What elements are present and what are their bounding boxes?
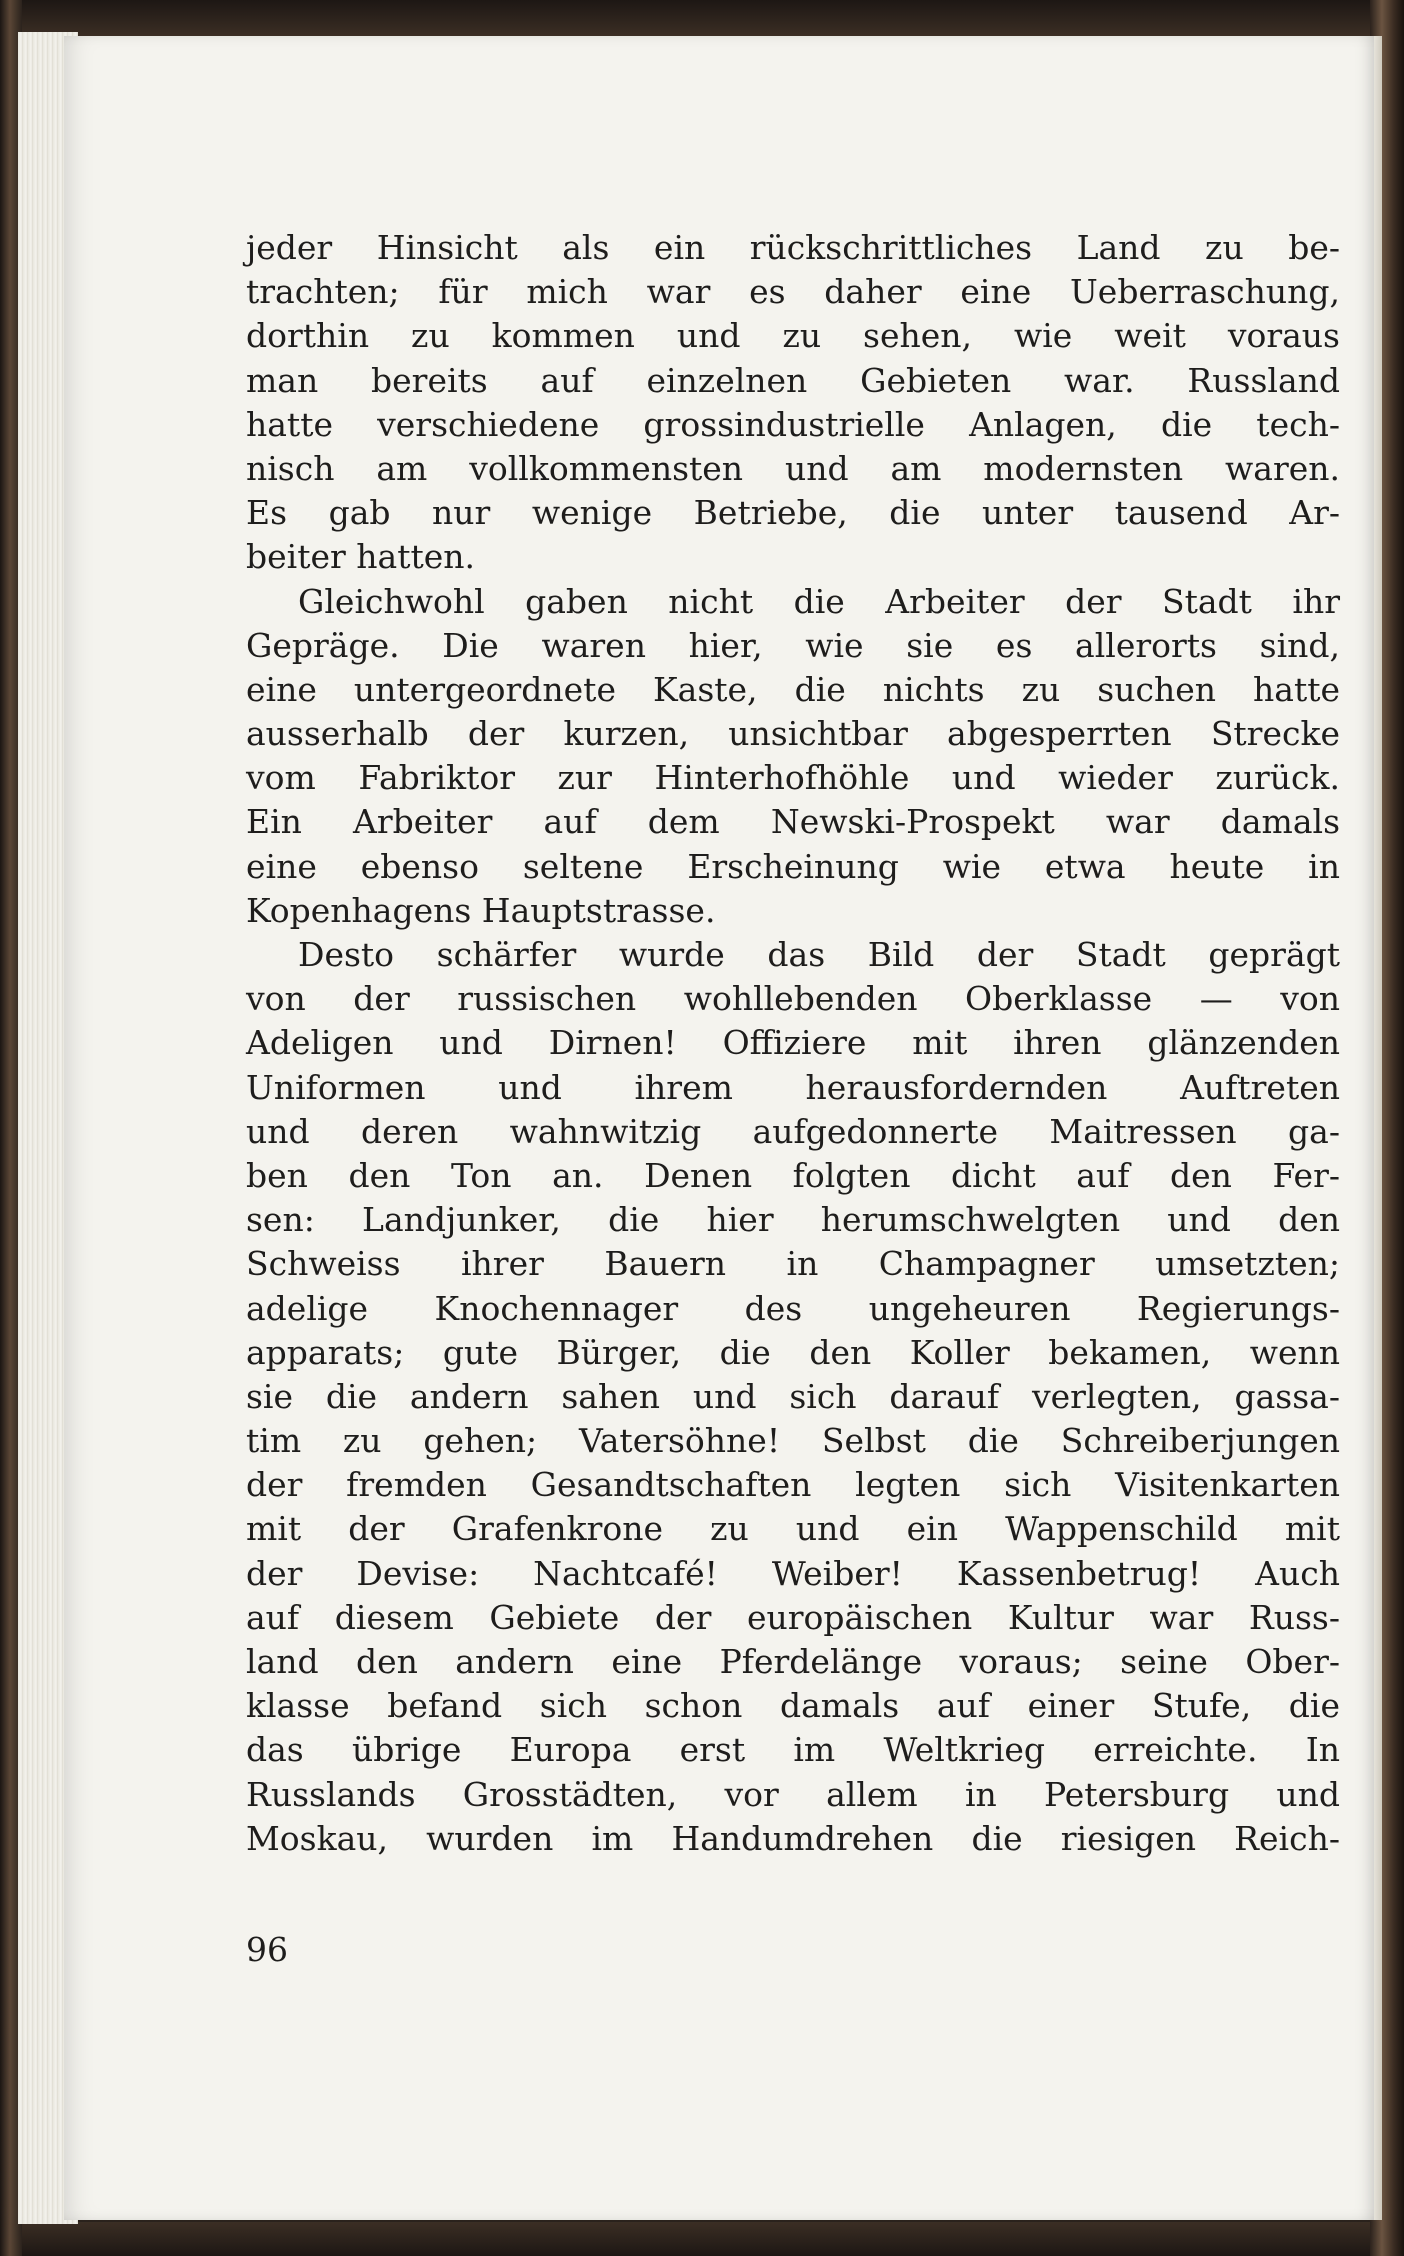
- page-edge-right: [1374, 36, 1382, 2220]
- text-line: adelige Knochennager des ungeheuren Regierungs-: [246, 1288, 1340, 1328]
- text-line: Schweiss ihrer Bauern in Champagner umsetzten;: [246, 1244, 1340, 1284]
- text-line: Moskau, wurden im Handumdrehen die riesigen Reich-: [246, 1818, 1340, 1858]
- text-line: sie die andern sahen und sich darauf verlegten, gassa-: [246, 1376, 1340, 1416]
- text-line: ausserhalb der kurzen, unsichtbar abgesperrten Strecke: [246, 714, 1340, 754]
- text-line: Desto schärfer wurde das Bild der Stadt geprägt: [298, 935, 1340, 974]
- text-line: trachten; für mich war es daher eine Ueberraschung,: [246, 272, 1340, 312]
- text-line: Adeligen und Dirnen! Offiziere mit ihren glänzenden: [246, 1023, 1340, 1063]
- text-line: land den andern eine Pferdelänge voraus; seine Ober-: [246, 1642, 1340, 1681]
- text-line: apparats; gute Bürger, die den Koller bekamen, wenn: [246, 1332, 1340, 1372]
- text-line: von der russischen wohllebenden Oberklasse — von: [246, 979, 1340, 1019]
- text-line: Gleichwohl gaben nicht die Arbeiter der Stadt ihr: [298, 581, 1340, 621]
- text-line: Gepräge. Die waren hier, wie sie es allerorts sind,: [246, 625, 1340, 665]
- text-line: beiter hatten.: [246, 537, 475, 577]
- text-line: tim zu gehen; Vatersöhne! Selbst die Schreiberjungen: [246, 1421, 1340, 1461]
- text-line: eine untergeordnete Kaste, die nichts zu suchen hatte: [246, 669, 1340, 709]
- text-line: vom Fabriktor zur Hinterhofhöhle und wieder zurück.: [246, 758, 1340, 798]
- text-line: nisch am vollkommensten und am modernsten waren.: [246, 448, 1340, 488]
- text-line: das übrige Europa erst im Weltkrieg erreichte. In: [246, 1730, 1340, 1770]
- text-line: sen: Landjunker, die hier herumschwelgten und den: [246, 1200, 1340, 1240]
- text-line: der Devise: Nachtcafé! Weiber! Kassenbetrug! Auch: [246, 1553, 1340, 1593]
- text-line: Uniformen und ihrem herausfordernden Auftreten: [246, 1067, 1340, 1107]
- text-line: Es gab nur wenige Betriebe, die unter tausend Ar-: [246, 493, 1340, 533]
- text-line: auf diesem Gebiete der europäischen Kultur war Russ-: [246, 1597, 1340, 1637]
- text-line: mit der Grafenkrone zu und ein Wappenschild mit: [246, 1509, 1340, 1549]
- text-line: ben den Ton an. Denen folgten dicht auf den Fer-: [246, 1155, 1340, 1195]
- text-line: klasse befand sich schon damals auf einer Stufe, die: [246, 1686, 1340, 1726]
- text-line: jeder Hinsicht als ein rückschrittliches Land zu be-: [246, 228, 1340, 267]
- text-line: eine ebenso seltene Erscheinung wie etwa heute in: [246, 846, 1340, 886]
- book-cover-bottom: [0, 2222, 1404, 2256]
- text-line: und deren wahnwitzig aufgedonnerte Maitressen ga-: [246, 1111, 1340, 1151]
- page-number: 96: [246, 1930, 288, 1969]
- text-line: man bereits auf einzelnen Gebieten war. Russland: [246, 360, 1340, 400]
- text-line: der fremden Gesandtschaften legten sich Visitenkarten: [246, 1465, 1340, 1505]
- body-text: [246, 226, 1340, 1861]
- text-line: Russlands Grosstädten, vor allem in Petersburg und: [246, 1774, 1340, 1814]
- text-line: Ein Arbeiter auf dem Newski-Prospekt war damals: [246, 802, 1340, 842]
- text-line: dorthin zu kommen und zu sehen, wie weit voraus: [246, 316, 1340, 356]
- text-line: hatte verschiedene grossindustrielle Anlagen, die tech-: [246, 404, 1340, 444]
- text-line: Kopenhagens Hauptstrasse.: [246, 890, 716, 930]
- book-cover-top: [0, 0, 1404, 36]
